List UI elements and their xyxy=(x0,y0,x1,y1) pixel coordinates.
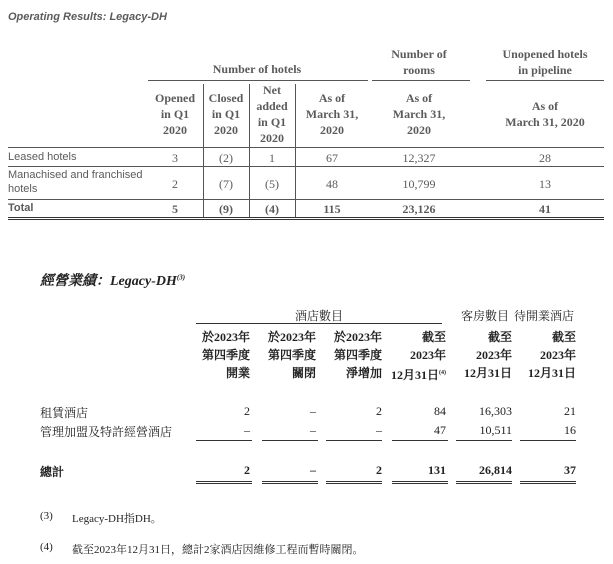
cell-closed: – xyxy=(310,404,316,418)
zh-group-rooms: 客房數目 xyxy=(461,309,510,323)
zh-col-net-added: 於2023年 第四季度 淨增加 xyxy=(333,330,382,380)
cell-rooms: 10,799 xyxy=(402,177,436,191)
total-net-added: 2 xyxy=(376,463,382,477)
cell-net-added: – xyxy=(376,423,382,437)
en-group-hotels: Number of hotels xyxy=(212,62,302,76)
zh-col-pipeline-asof: 截至 2023年 12月31日 xyxy=(527,330,576,380)
total-label: 總計 xyxy=(40,465,65,479)
cell-hotels: 67 xyxy=(326,151,338,165)
zh-col-opened: 於2023年 第四季度 開業 xyxy=(201,330,250,380)
cell-opened: – xyxy=(244,423,250,437)
cell-pipeline: 21 xyxy=(564,404,576,418)
zh-col-closed: 於2023年 第四季度 關閉 xyxy=(267,330,316,380)
cell-pipeline: 28 xyxy=(539,151,551,165)
cell-hotels: 47 xyxy=(434,423,446,437)
cell-hotels: 48 xyxy=(326,177,338,191)
cell-hotels: 84 xyxy=(434,404,446,418)
total-hotels: 115 xyxy=(323,202,341,216)
cell-opened: 3 xyxy=(172,151,178,165)
cell-rooms: 12,327 xyxy=(402,151,436,165)
zh-title: 經營業績：Legacy-DH$^{(3)}$ xyxy=(40,273,186,289)
cell-net: 1 xyxy=(269,151,275,165)
en-group-rooms: Number of rooms xyxy=(391,47,447,77)
cell-closed: (2) xyxy=(219,151,233,165)
en-col-opened: Opened in Q1 2020 xyxy=(154,91,195,137)
zh-col-rooms-asof: 截至 2023年 12月31日 xyxy=(463,330,512,380)
zh-group-pipeline: 待開業酒店 xyxy=(514,309,575,323)
row-label: Manachised and franchised hotels xyxy=(8,169,143,195)
footnote-number: (3) xyxy=(40,510,53,522)
footnote-text: Legacy-DH指DH。 xyxy=(72,513,162,525)
total-rooms: 26,814 xyxy=(479,463,512,477)
total-pipeline: 37 xyxy=(564,463,576,477)
cell-pipeline: 13 xyxy=(539,177,551,191)
total-net: (4) xyxy=(265,202,279,216)
total-rooms: 23,126 xyxy=(402,202,436,216)
en-col-closed: Closed in Q1 2020 xyxy=(208,91,244,137)
total-pipeline: 41 xyxy=(539,202,551,216)
cell-closed: – xyxy=(310,423,316,437)
zh-col-hotels-asof: 截至 2023年 12月31日$^{(4)}$ xyxy=(390,330,446,382)
cell-rooms: 16,303 xyxy=(479,404,512,418)
cell-opened: 2 xyxy=(172,177,178,191)
en-col-asof-pipeline: As of March 31, 2020 xyxy=(505,99,585,129)
en-title: Operating Results: Legacy-DH xyxy=(8,11,167,23)
zh-group-hotels: 酒店數目 xyxy=(294,309,343,323)
total-hotels: 131 xyxy=(428,463,446,477)
cell-net: (5) xyxy=(265,177,279,191)
total-closed: – xyxy=(310,463,316,477)
cell-rooms: 10,511 xyxy=(479,423,512,437)
total-opened: 5 xyxy=(172,202,178,216)
total-label: Total xyxy=(8,202,34,214)
total-closed: (9) xyxy=(219,202,233,216)
en-group-pipeline: Unopened hotels in pipeline xyxy=(502,47,588,77)
row-label: 租賃酒店 xyxy=(40,406,89,420)
total-opened: 2 xyxy=(244,463,250,477)
cell-pipeline: 16 xyxy=(564,423,576,437)
row-label: 管理加盟及特許經營酒店 xyxy=(40,425,173,439)
cell-opened: 2 xyxy=(244,404,250,418)
en-col-asof-rooms: As of March 31, 2020 xyxy=(392,91,446,137)
footnote-number: (4) xyxy=(40,541,53,553)
footnote-text: 截至2023年12月31日，總計2家酒店因維修工程而暫時關閉。 xyxy=(72,544,364,556)
cell-net-added: 2 xyxy=(376,404,382,418)
en-col-net: Net added in Q1 2020 xyxy=(256,83,288,145)
cell-closed: (7) xyxy=(219,177,233,191)
en-col-asof-hotels: As of March 31, 2020 xyxy=(305,91,359,137)
row-label: Leased hotels xyxy=(8,151,77,163)
